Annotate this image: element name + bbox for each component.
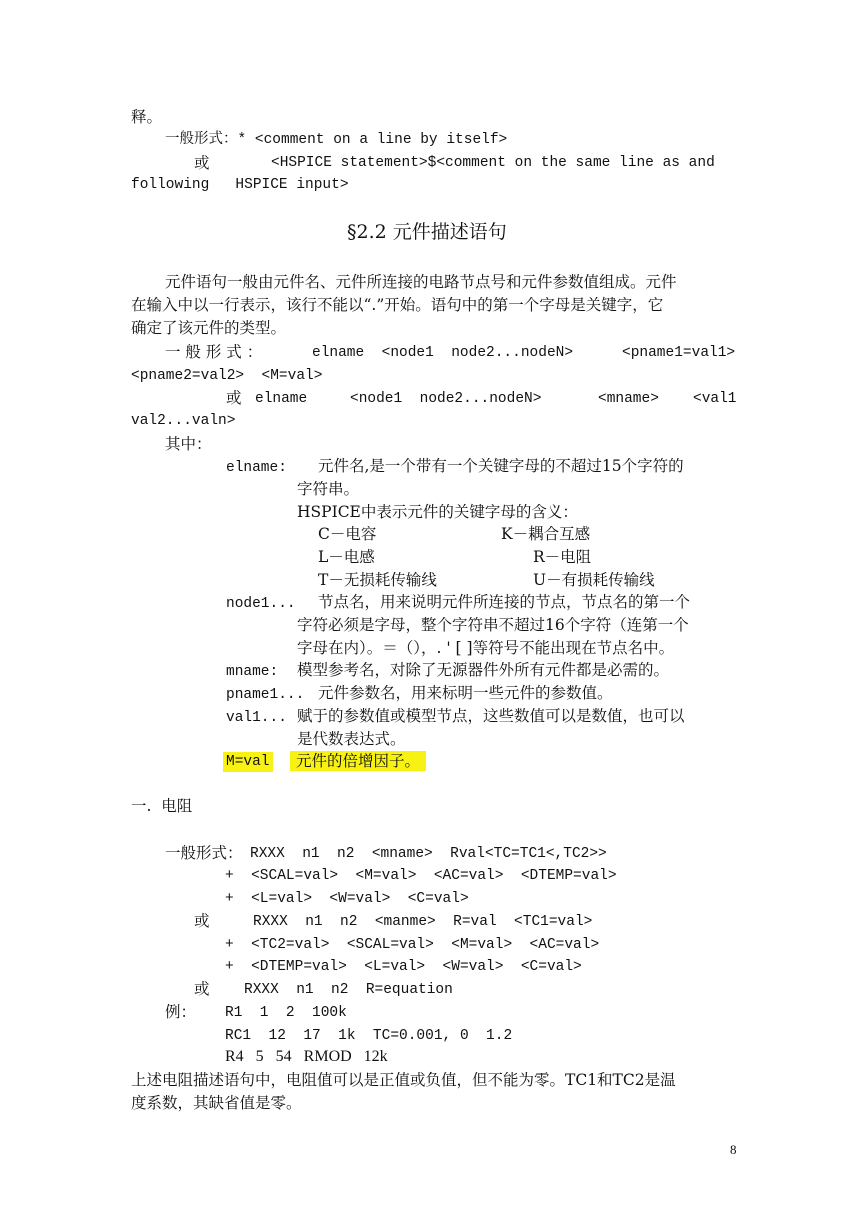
text-line: <pname2=val2> <M=val> [131, 368, 323, 384]
text-line: 一般形式： [165, 844, 243, 862]
term-desc: 元件名,是一个带有一个关键字母的不超过15个字符的 [318, 457, 684, 475]
text-line: 在输入中以一行表示，该行不能以“.”开始。语句中的第一个字母是关键字，它 [131, 296, 664, 314]
page-number: 8 [730, 1142, 737, 1157]
code-line: R4 5 54 RMOD 12k [225, 1048, 388, 1065]
text-line: 上述电阻描述语句中，电阻值可以是正值或负值，但不能为零。TC1和TC2是温 [131, 1071, 676, 1089]
code-line: RC1 12 17 1k TC=0.001, 0 1.2 [225, 1028, 513, 1044]
text-line: HSPICE中表示元件的关键字母的含义： [297, 503, 578, 521]
term-key: node1... [226, 596, 296, 612]
text-line: elname [255, 391, 308, 407]
text-line: 或 [194, 980, 210, 998]
text-line: <HSPICE statement>$<comment on the same line as and [271, 155, 715, 171]
section-title: §2.2 元件描述语句 [347, 221, 507, 243]
code-line: RXXX n1 n2 <manme> R=val <TC1=val> [253, 914, 593, 930]
term-desc: 节点名，用来说明元件所连接的节点，节点名的第一个 [318, 593, 691, 611]
text-line: C－电容 [318, 525, 377, 543]
term-desc: 元件参数名，用来标明一些元件的参数值。 [318, 684, 613, 702]
text-line: <node1 node2...nodeN> [350, 391, 542, 407]
term-desc: 是代数表达式。 [297, 730, 406, 748]
code-line: + <DTEMP=val> <L=val> <W=val> <C=val> [225, 959, 582, 975]
text-line: 其中： [165, 435, 212, 453]
sub-heading: 一. 电阻 [131, 797, 193, 815]
term-desc: 字符串。 [297, 480, 360, 498]
term-key: val1... [226, 710, 287, 726]
text-line: 或 [226, 389, 242, 407]
text-line: R－电阻 [533, 548, 592, 566]
text-line: 一般形式：* <comment on a line by itself> [165, 132, 508, 148]
code-line: + <L=val> <W=val> <C=val> [225, 891, 469, 907]
text-line: following HSPICE input> [131, 177, 349, 193]
text-line: 或 [194, 154, 210, 172]
text-line: 度系数，其缺省值是零。 [131, 1094, 302, 1112]
text-line: 元件语句一般由元件名、元件所连接的电路节点号和元件参数值组成。元件 [165, 273, 677, 291]
text-line: 一 般 形 式 ： [165, 343, 263, 361]
text-line: 释。 [131, 108, 163, 126]
term-key: mname: [226, 664, 279, 680]
text-line: <mname> [598, 391, 659, 407]
term-key: elname: [226, 460, 287, 476]
text-line: 例： [165, 1003, 197, 1021]
code-line: + <SCAL=val> <M=val> <AC=val> <DTEMP=val> [225, 868, 617, 884]
term-desc: 模型参考名，对除了无源器件外所有元件都是必需的。 [297, 661, 670, 679]
text-line: <val1 [693, 391, 737, 407]
code-line: RXXX n1 n2 R=equation [244, 982, 453, 998]
term-key: pname1... [226, 687, 305, 703]
text-line: val2...valn> [131, 413, 236, 429]
term-desc: 字符必须是字母，整个字符串不超过16个字符（连第一个 [297, 616, 689, 634]
code-line: R1 1 2 100k [225, 1005, 347, 1021]
highlighted-term-key: M=val [223, 752, 273, 772]
term-desc: 字母在内）。＝（），. ' [ ]等符号不能出现在节点名中。 [297, 639, 675, 657]
text-line: elname <node1 node2...nodeN> [312, 345, 574, 361]
highlighted-term-desc: 元件的倍增因子。 [290, 751, 426, 771]
text-line: 或 [194, 912, 210, 930]
text-line: U－有损耗传输线 [533, 571, 655, 589]
text-line: T－无损耗传输线 [318, 571, 437, 589]
text-line: K－耦合互感 [501, 525, 591, 543]
code-line: + <TC2=val> <SCAL=val> <M=val> <AC=val> [225, 937, 600, 953]
term-desc: 赋于的参数值或模型节点，这些数值可以是数值，也可以 [297, 707, 685, 725]
text-line: L－电感 [318, 548, 375, 566]
text-line: <pname1=val1> [622, 345, 736, 361]
code-line: RXXX n1 n2 <mname> Rval<TC=TC1<,TC2>> [250, 846, 607, 862]
text-line: 确定了该元件的类型。 [131, 319, 287, 337]
